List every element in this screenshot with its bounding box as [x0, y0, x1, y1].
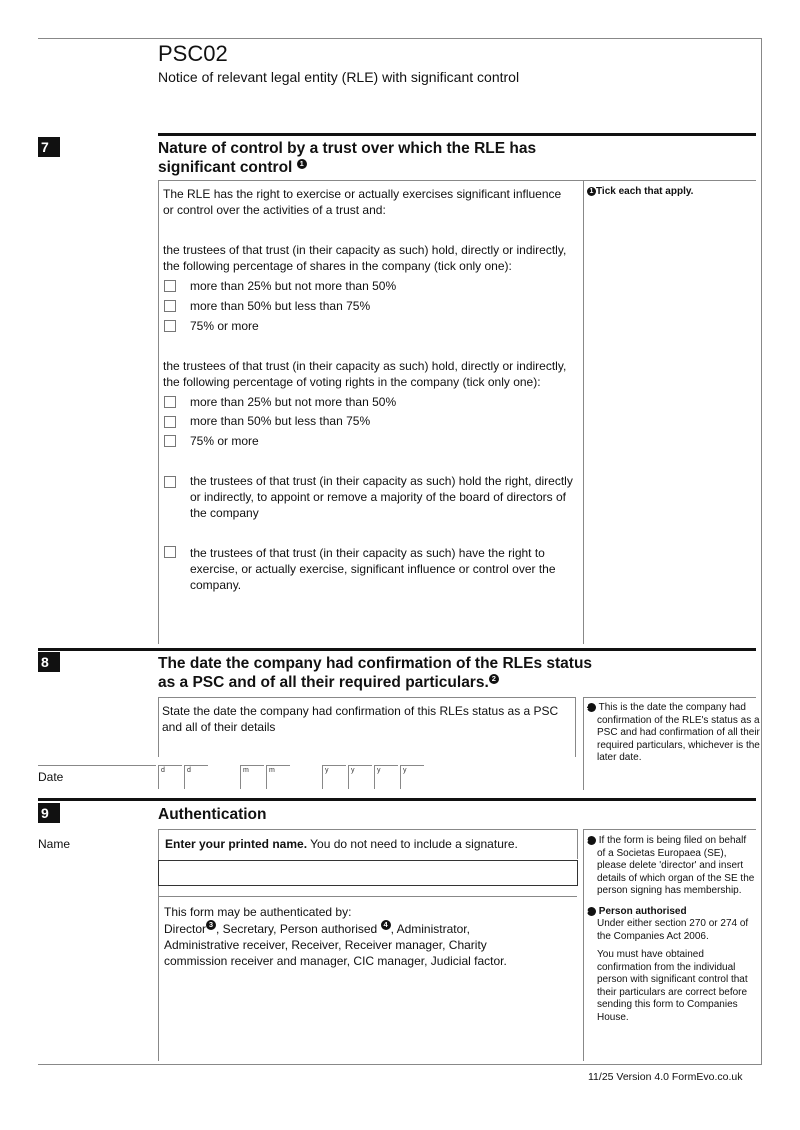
note-marker-3: 3 [206, 920, 216, 930]
section8-note-left [583, 697, 584, 790]
side-note-4-text: Under either section 270 or 274 of the Companies Act 2006. [597, 918, 749, 942]
section9-side-notes [584, 835, 757, 1024]
voting-50-75-checkbox[interactable] [164, 416, 176, 428]
voting-25-50-checkbox[interactable] [164, 396, 176, 408]
significant-influence-checkbox[interactable] [164, 546, 176, 558]
auth-box-top [158, 896, 577, 897]
section9-rule [38, 798, 756, 801]
note-marker-4-side: 4 [587, 907, 596, 916]
date-label: Date [38, 770, 64, 784]
date-month-1[interactable]: m [240, 765, 264, 789]
section9-box-top [158, 829, 577, 830]
name-instruction: Enter your printed name. You do not need to include a signature. [165, 837, 518, 851]
side-note-3: 3 If the form is being filed on behalf of a Societas Europaea (SE), please delete 'director' and insert details of which organ of the SE the person signing has membership. [584, 835, 755, 896]
side-note-4: 4 Person authorised [584, 905, 687, 917]
section7-number: 7 [38, 137, 60, 157]
section7-note-top [583, 180, 756, 181]
shares-75-plus-checkbox[interactable] [164, 320, 176, 332]
bottom-rule [38, 1064, 762, 1065]
shares-25-50-checkbox[interactable] [164, 280, 176, 292]
section8-rule [38, 648, 756, 651]
note-marker-1: 1 [297, 159, 307, 169]
section7-box-right [583, 180, 584, 644]
footer-version: 11/25 Version 4.0 FormEvo.co.uk [588, 1071, 743, 1083]
section9-number: 9 [38, 803, 60, 823]
voting-option-1: more than 25% but not more than 50% [190, 395, 397, 409]
printed-name-input[interactable] [158, 860, 578, 886]
form-code: PSC02 [158, 41, 228, 66]
shares-option-1: more than 25% but not more than 50% [190, 279, 397, 293]
side-note-4-text2: You must have obtained confirmation from the individual person with significant control that their particulars are correct before sending this form to Companies House. [597, 949, 748, 1023]
section8-box-right [575, 697, 576, 757]
date-year-2[interactable]: y [348, 765, 372, 789]
shares-option-3: 75% or more [190, 319, 259, 333]
right-rule [761, 38, 762, 1064]
note-marker-3-side: 3 [587, 836, 596, 845]
shares-50-75-checkbox[interactable] [164, 300, 176, 312]
section9-instr-right [577, 829, 578, 859]
voting-text: the trustees of that trust (in their capacity as such) hold, directly or indirectly, the following percentage of voting rights in the company (tick only one): [163, 359, 567, 389]
section9-note-top [583, 829, 756, 830]
date-day-2[interactable]: d [184, 765, 208, 789]
section7-box-left [158, 180, 159, 644]
date-month-2[interactable]: m [266, 765, 290, 789]
note-marker-1-side: 1 [587, 187, 596, 196]
voting-option-3: 75% or more [190, 434, 259, 448]
shares-option-2: more than 50% but less than 75% [190, 299, 371, 313]
date-year-4[interactable]: y [400, 765, 424, 789]
section8-box-top [158, 697, 576, 698]
section8-heading: The date the company had confirmation of the RLEs status as a PSC and of all their required particulars. 2 [158, 655, 593, 691]
note-marker-2-side: 2 [587, 703, 596, 712]
section8-instruction: State the date the company had confirmation of this RLEs status as a PSC and all of their details [162, 704, 559, 734]
date-label-rule [38, 765, 156, 766]
name-label: Name [38, 837, 71, 851]
shares-text: the trustees of that trust (in their capacity as such) hold, directly or indirectly, the following percentage of shares in the company (tick only one): [163, 243, 567, 273]
section7-heading: Nature of control by a trust over which the RLE has significant control 1 [158, 140, 537, 176]
section7-rule [158, 133, 756, 136]
section8-side-note: 2 This is the date the company had confirmation of the RLE's status as a PSC and had confirmation of all their required particulars, whichever is the later date. [584, 702, 760, 763]
form-title: Notice of relevant legal entity (RLE) with significant control [158, 69, 520, 85]
influence-text: the trustees of that trust (in their capacity as such) have the right to exercise, or actually exercise, significant influence or control over the company. [190, 546, 556, 592]
section8-number: 8 [38, 652, 60, 672]
appoint-text: the trustees of that trust (in their capacity as such) hold the right, directly or indirectly, to appoint or remove a majority of the board of directors of the company [190, 474, 573, 520]
section7-box-top [158, 180, 584, 181]
date-day-1[interactable]: d [158, 765, 182, 789]
note-marker-4: 4 [381, 920, 391, 930]
date-year-3[interactable]: y [374, 765, 398, 789]
note-marker-2: 2 [489, 674, 499, 684]
section7-intro: The RLE has the right to exercise or actually exercises significant influence or control over the activities of a trust and: [163, 187, 562, 217]
top-rule [38, 38, 762, 39]
voting-option-2: more than 50% but less than 75% [190, 414, 371, 428]
section9-note-left [583, 829, 584, 1061]
section8-note-top [583, 697, 756, 698]
date-year-1[interactable]: y [322, 765, 346, 789]
appoint-directors-checkbox[interactable] [164, 476, 176, 488]
section9-heading: Authentication [158, 806, 267, 823]
section8-box-left [158, 697, 159, 757]
auth-text: This form may be authenticated by: Director 3 , Secretary, Person authorised 4 , Administrator, Administrative receiver, Receiver, Receiver manager, Charity commission receiver and manager, CIC manager, Judicial factor. [164, 905, 507, 968]
section7-side-note: 1 Tick each that apply. [587, 186, 693, 199]
voting-75-plus-checkbox[interactable] [164, 435, 176, 447]
